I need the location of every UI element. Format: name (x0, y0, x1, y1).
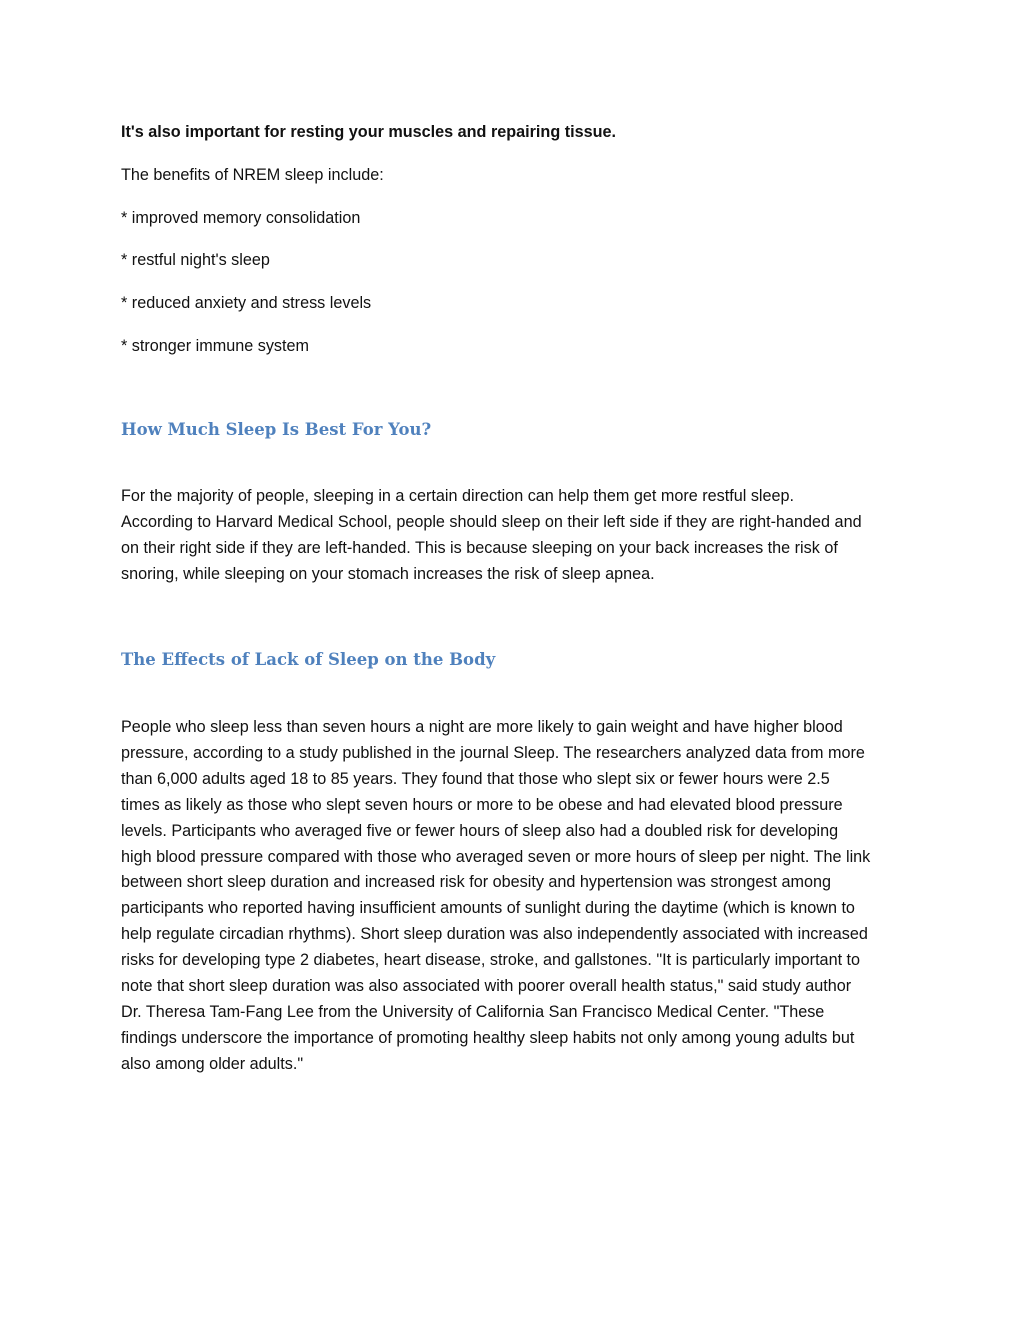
paragraph-line: than 6,000 adults aged 18 to 85 years. They found that those who slept six or fewer hours were 2.5 (121, 769, 830, 788)
benefits-intro: The benefits of NREM sleep include: (121, 166, 384, 184)
section-paragraph-sleep-amount (121, 484, 907, 588)
section-heading-sleep-amount: How Much Sleep Is Best For You? (121, 420, 432, 439)
benefit-item: * stronger immune system (121, 337, 310, 355)
benefit-item: * reduced anxiety and stress levels (121, 294, 372, 312)
paragraph-line: snoring, while sleeping on your stomach increases the risk of sleep apnea. (121, 564, 655, 583)
paragraph-line: between short sleep duration and increased risk for obesity and hypertension was strongest among (121, 873, 831, 892)
paragraph-line: According to Harvard Medical School, people should sleep on their left side if they are right-handed and (121, 512, 862, 531)
paragraph-line: risks for developing type 2 diabetes, heart disease, stroke, and gallstones. "It is particularly important to (121, 951, 861, 970)
benefit-item: * restful night's sleep (121, 251, 270, 269)
paragraph-line: For the majority of people, sleeping in a certain direction can help them get more restful sleep. (121, 487, 795, 505)
paragraph-line: pressure, according to a study published in the journal Sleep. The researchers analyzed data from more (121, 743, 865, 762)
section-heading-lack-of-sleep: The Effects of Lack of Sleep on the Body (121, 650, 496, 669)
paragraph-line: times as likely as those who slept seven hours or more to be obese and had elevated blood pressure (121, 795, 843, 814)
paragraph-line: findings underscore the importance of promoting healthy sleep habits not only among young adults but (121, 1028, 855, 1047)
paragraph-line: note that short sleep duration was also associated with poorer overall health status," said study author (121, 977, 852, 996)
paragraph-line: high blood pressure compared with those who averaged seven or more hours of sleep per night. The link (121, 847, 871, 866)
paragraph-line: Dr. Theresa Tam-Fang Lee from the University of California San Francisco Medical Center. "These (121, 1002, 825, 1021)
paragraph-line: on their right side if they are left-handed. This is because sleeping on your back increases the risk of (121, 538, 838, 557)
paragraph-line: help regulate circadian rhythms). Short sleep duration was also independently associated with increased (121, 925, 868, 944)
paragraph-line: also among older adults." (121, 1054, 304, 1073)
benefit-item: * improved memory consolidation (121, 209, 361, 227)
paragraph-line: levels. Participants who averaged five or fewer hours of sleep also had a doubled risk for developing (121, 821, 839, 840)
section-paragraph-lack-of-sleep (121, 715, 907, 1078)
paragraph-line: participants who reported having insufficient amounts of sunlight during the daytime (which is known to (121, 899, 855, 918)
intro-bold-line: It's also important for resting your muscles and repairing tissue. (121, 123, 616, 141)
paragraph-line: People who sleep less than seven hours a night are more likely to gain weight and have higher blood (121, 718, 843, 736)
